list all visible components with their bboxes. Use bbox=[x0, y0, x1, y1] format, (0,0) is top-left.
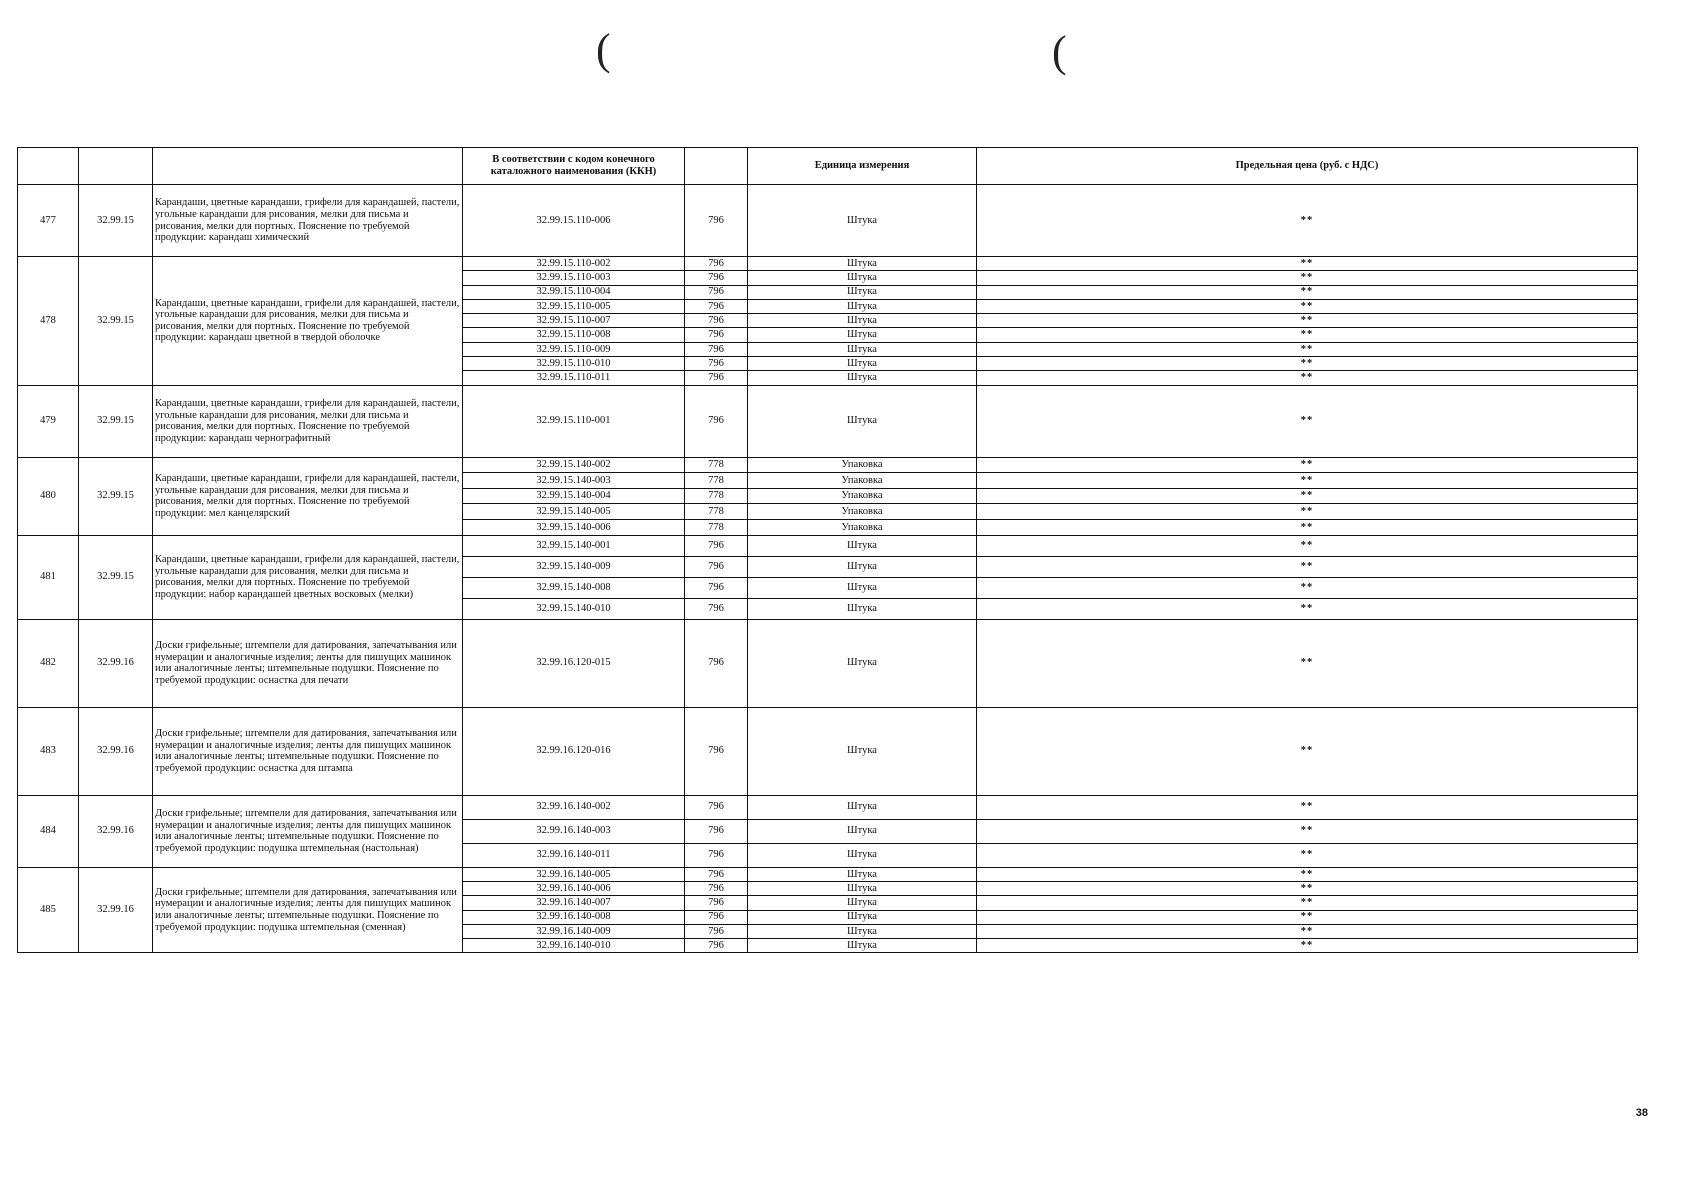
row-number: 483 bbox=[18, 707, 79, 795]
kkn-code: 32.99.16.140-003 bbox=[463, 819, 685, 843]
max-price: ** bbox=[977, 556, 1638, 577]
table-row bbox=[18, 185, 1638, 257]
max-price: ** bbox=[977, 357, 1638, 371]
okei-code: 796 bbox=[685, 299, 748, 313]
unit-of-measure: Упаковка bbox=[748, 504, 977, 520]
okei-code: 796 bbox=[685, 896, 748, 910]
okei-code: 796 bbox=[685, 314, 748, 328]
kkn-code: 32.99.15.110-003 bbox=[463, 271, 685, 285]
okei-code: 796 bbox=[685, 185, 748, 257]
max-price: ** bbox=[977, 535, 1638, 556]
row-number: 481 bbox=[18, 535, 79, 619]
unit-of-measure: Штука bbox=[748, 598, 977, 619]
okei-code: 796 bbox=[685, 598, 748, 619]
unit-of-measure: Штука bbox=[748, 795, 977, 819]
okei-code: 796 bbox=[685, 285, 748, 299]
kkn-code: 32.99.15.140-005 bbox=[463, 504, 685, 520]
unit-of-measure: Штука bbox=[748, 535, 977, 556]
header-price: Предельная цена (руб. с НДС) bbox=[977, 148, 1638, 185]
unit-of-measure: Штука bbox=[748, 819, 977, 843]
unit-of-measure: Упаковка bbox=[748, 520, 977, 536]
okpd-code: 32.99.16 bbox=[79, 867, 153, 953]
max-price: ** bbox=[977, 371, 1638, 385]
max-price: ** bbox=[977, 271, 1638, 285]
unit-of-measure: Штука bbox=[748, 924, 977, 938]
kkn-code: 32.99.16.120-015 bbox=[463, 619, 685, 707]
header-unit: Единица измерения bbox=[748, 148, 977, 185]
row-number: 480 bbox=[18, 457, 79, 535]
unit-of-measure: Штука bbox=[748, 556, 977, 577]
unit-of-measure: Штука bbox=[748, 881, 977, 895]
scan-mark: ( bbox=[596, 25, 611, 74]
unit-of-measure: Штука bbox=[748, 619, 977, 707]
max-price: ** bbox=[977, 385, 1638, 457]
header-cell-empty bbox=[685, 148, 748, 185]
kkn-code: 32.99.16.140-011 bbox=[463, 843, 685, 867]
unit-of-measure: Штука bbox=[748, 939, 977, 953]
table-row bbox=[18, 457, 1638, 473]
okei-code: 796 bbox=[685, 577, 748, 598]
max-price: ** bbox=[977, 457, 1638, 473]
max-price: ** bbox=[977, 314, 1638, 328]
kkn-code: 32.99.15.110-008 bbox=[463, 328, 685, 342]
kkn-code: 32.99.15.140-010 bbox=[463, 598, 685, 619]
table-row bbox=[18, 385, 1638, 457]
max-price: ** bbox=[977, 504, 1638, 520]
unit-of-measure: Штука bbox=[748, 285, 977, 299]
max-price: ** bbox=[977, 257, 1638, 271]
header-cell-empty bbox=[18, 148, 79, 185]
header-kkn: В соответствии с кодом конечного каталожного наименования (ККН) bbox=[463, 148, 685, 185]
max-price: ** bbox=[977, 520, 1638, 536]
max-price: ** bbox=[977, 285, 1638, 299]
max-price: ** bbox=[977, 598, 1638, 619]
okei-code: 796 bbox=[685, 619, 748, 707]
max-price: ** bbox=[977, 939, 1638, 953]
okei-code: 796 bbox=[685, 257, 748, 271]
unit-of-measure: Штука bbox=[748, 328, 977, 342]
product-description: Доски грифельные; штемпели для датирования, запечатывания или нумерации и аналогичные изделия; ленты для пишущих машинок или аналогичные ленты; штемпельные подушки. Пояснение по требуемой продукции: оснастка для штампа bbox=[153, 707, 463, 795]
row-number: 478 bbox=[18, 257, 79, 386]
okei-code: 796 bbox=[685, 328, 748, 342]
product-description: Карандаши, цветные карандаши, грифели для карандашей, пастели, угольные карандаши для рисования, мелки для письма и рисования, мелки для портных. Пояснение по требуемой продукции: карандаш чернографитный bbox=[153, 385, 463, 457]
max-price: ** bbox=[977, 707, 1638, 795]
kkn-code: 32.99.16.140-010 bbox=[463, 939, 685, 953]
okei-code: 778 bbox=[685, 504, 748, 520]
kkn-code: 32.99.15.110-004 bbox=[463, 285, 685, 299]
okei-code: 796 bbox=[685, 707, 748, 795]
max-price: ** bbox=[977, 299, 1638, 313]
okpd-code: 32.99.15 bbox=[79, 185, 153, 257]
table-row bbox=[18, 619, 1638, 707]
unit-of-measure: Упаковка bbox=[748, 488, 977, 504]
max-price: ** bbox=[977, 619, 1638, 707]
okei-code: 796 bbox=[685, 357, 748, 371]
unit-of-measure: Штука bbox=[748, 843, 977, 867]
okpd-code: 32.99.15 bbox=[79, 257, 153, 386]
okei-code: 796 bbox=[685, 385, 748, 457]
max-price: ** bbox=[977, 185, 1638, 257]
max-price: ** bbox=[977, 867, 1638, 881]
max-price: ** bbox=[977, 843, 1638, 867]
table-row bbox=[18, 795, 1638, 819]
row-number: 482 bbox=[18, 619, 79, 707]
product-description: Доски грифельные; штемпели для датирования, запечатывания или нумерации и аналогичные изделия; ленты для пишущих машинок или аналогичные ленты; штемпельные подушки. Пояснение по требуемой продукции: оснастка для печати bbox=[153, 619, 463, 707]
unit-of-measure: Штука bbox=[748, 357, 977, 371]
page-number: 38 bbox=[1635, 1107, 1648, 1119]
kkn-code: 32.99.16.140-009 bbox=[463, 924, 685, 938]
unit-of-measure: Упаковка bbox=[748, 473, 977, 489]
kkn-code: 32.99.16.140-006 bbox=[463, 881, 685, 895]
row-number: 485 bbox=[18, 867, 79, 953]
max-price: ** bbox=[977, 473, 1638, 489]
row-number: 484 bbox=[18, 795, 79, 867]
table-row bbox=[18, 867, 1638, 881]
kkn-code: 32.99.16.120-016 bbox=[463, 707, 685, 795]
max-price: ** bbox=[977, 342, 1638, 356]
max-price: ** bbox=[977, 328, 1638, 342]
kkn-code: 32.99.15.140-009 bbox=[463, 556, 685, 577]
kkn-code: 32.99.15.110-009 bbox=[463, 342, 685, 356]
max-price: ** bbox=[977, 910, 1638, 924]
okei-code: 796 bbox=[685, 867, 748, 881]
max-price: ** bbox=[977, 896, 1638, 910]
kkn-code: 32.99.15.110-006 bbox=[463, 185, 685, 257]
kkn-code: 32.99.15.140-002 bbox=[463, 457, 685, 473]
okei-code: 796 bbox=[685, 819, 748, 843]
kkn-code: 32.99.16.140-007 bbox=[463, 896, 685, 910]
okpd-code: 32.99.16 bbox=[79, 795, 153, 867]
unit-of-measure: Штука bbox=[748, 896, 977, 910]
scan-mark: ( bbox=[1052, 27, 1067, 76]
unit-of-measure: Штука bbox=[748, 385, 977, 457]
okei-code: 796 bbox=[685, 342, 748, 356]
okei-code: 796 bbox=[685, 371, 748, 385]
header-cell-empty bbox=[153, 148, 463, 185]
unit-of-measure: Штука bbox=[748, 271, 977, 285]
kkn-code: 32.99.16.140-005 bbox=[463, 867, 685, 881]
row-number: 477 bbox=[18, 185, 79, 257]
max-price: ** bbox=[977, 488, 1638, 504]
header-cell-empty bbox=[79, 148, 153, 185]
okei-code: 796 bbox=[685, 939, 748, 953]
max-price: ** bbox=[977, 819, 1638, 843]
unit-of-measure: Штука bbox=[748, 707, 977, 795]
okei-code: 778 bbox=[685, 520, 748, 536]
max-price: ** bbox=[977, 924, 1638, 938]
table-body bbox=[18, 148, 1638, 953]
okei-code: 796 bbox=[685, 843, 748, 867]
max-price: ** bbox=[977, 881, 1638, 895]
table-row bbox=[18, 257, 1638, 271]
okei-code: 796 bbox=[685, 795, 748, 819]
product-description: Карандаши, цветные карандаши, грифели для карандашей, пастели, угольные карандаши для рисования, мелки для письма и рисования, мелки для портных. Пояснение по требуемой продукции: набор карандашей цветных восковых (мелки) bbox=[153, 535, 463, 619]
kkn-code: 32.99.15.110-007 bbox=[463, 314, 685, 328]
unit-of-measure: Штука bbox=[748, 867, 977, 881]
kkn-code: 32.99.15.110-001 bbox=[463, 385, 685, 457]
price-table bbox=[17, 147, 1638, 953]
unit-of-measure: Штука bbox=[748, 257, 977, 271]
okpd-code: 32.99.16 bbox=[79, 619, 153, 707]
kkn-code: 32.99.15.140-001 bbox=[463, 535, 685, 556]
okei-code: 796 bbox=[685, 910, 748, 924]
kkn-code: 32.99.15.140-008 bbox=[463, 577, 685, 598]
kkn-code: 32.99.15.110-011 bbox=[463, 371, 685, 385]
kkn-code: 32.99.15.140-004 bbox=[463, 488, 685, 504]
kkn-code: 32.99.15.110-005 bbox=[463, 299, 685, 313]
product-description: Карандаши, цветные карандаши, грифели для карандашей, пастели, угольные карандаши для рисования, мелки для письма и рисования, мелки для портных. Пояснение по требуемой продукции: карандаш химический bbox=[153, 185, 463, 257]
table-row bbox=[18, 707, 1638, 795]
row-number: 479 bbox=[18, 385, 79, 457]
okei-code: 796 bbox=[685, 881, 748, 895]
okei-code: 796 bbox=[685, 556, 748, 577]
unit-of-measure: Штука bbox=[748, 577, 977, 598]
unit-of-measure: Штука bbox=[748, 342, 977, 356]
okei-code: 796 bbox=[685, 271, 748, 285]
okei-code: 778 bbox=[685, 488, 748, 504]
unit-of-measure: Штука bbox=[748, 910, 977, 924]
okei-code: 778 bbox=[685, 473, 748, 489]
kkn-code: 32.99.15.110-002 bbox=[463, 257, 685, 271]
max-price: ** bbox=[977, 795, 1638, 819]
okei-code: 796 bbox=[685, 924, 748, 938]
kkn-code: 32.99.15.140-003 bbox=[463, 473, 685, 489]
okpd-code: 32.99.15 bbox=[79, 535, 153, 619]
table-row bbox=[18, 535, 1638, 556]
unit-of-measure: Штука bbox=[748, 299, 977, 313]
unit-of-measure: Штука bbox=[748, 185, 977, 257]
unit-of-measure: Упаковка bbox=[748, 457, 977, 473]
okpd-code: 32.99.15 bbox=[79, 457, 153, 535]
table-header-row bbox=[18, 148, 1638, 185]
max-price: ** bbox=[977, 577, 1638, 598]
product-description: Карандаши, цветные карандаши, грифели для карандашей, пастели, угольные карандаши для рисования, мелки для письма и рисования, мелки для портных. Пояснение по требуемой продукции: карандаш цветной в твердой оболочке bbox=[153, 257, 463, 386]
product-description: Карандаши, цветные карандаши, грифели для карандашей, пастели, угольные карандаши для рисования, мелки для письма и рисования, мелки для портных. Пояснение по требуемой продукции: мел канцелярский bbox=[153, 457, 463, 535]
kkn-code: 32.99.15.140-006 bbox=[463, 520, 685, 536]
product-description: Доски грифельные; штемпели для датирования, запечатывания или нумерации и аналогичные изделия; ленты для пишущих машинок или аналогичные ленты; штемпельные подушки. Пояснение по требуемой продукции: подушка штемпельная (настольная) bbox=[153, 795, 463, 867]
okpd-code: 32.99.16 bbox=[79, 707, 153, 795]
kkn-code: 32.99.16.140-002 bbox=[463, 795, 685, 819]
kkn-code: 32.99.16.140-008 bbox=[463, 910, 685, 924]
unit-of-measure: Штука bbox=[748, 371, 977, 385]
okei-code: 796 bbox=[685, 535, 748, 556]
okei-code: 778 bbox=[685, 457, 748, 473]
kkn-code: 32.99.15.110-010 bbox=[463, 357, 685, 371]
okpd-code: 32.99.15 bbox=[79, 385, 153, 457]
product-description: Доски грифельные; штемпели для датирования, запечатывания или нумерации и аналогичные изделия; ленты для пишущих машинок или аналогичные ленты; штемпельные подушки. Пояснение по требуемой продукции: подушка штемпельная (сменная) bbox=[153, 867, 463, 953]
unit-of-measure: Штука bbox=[748, 314, 977, 328]
